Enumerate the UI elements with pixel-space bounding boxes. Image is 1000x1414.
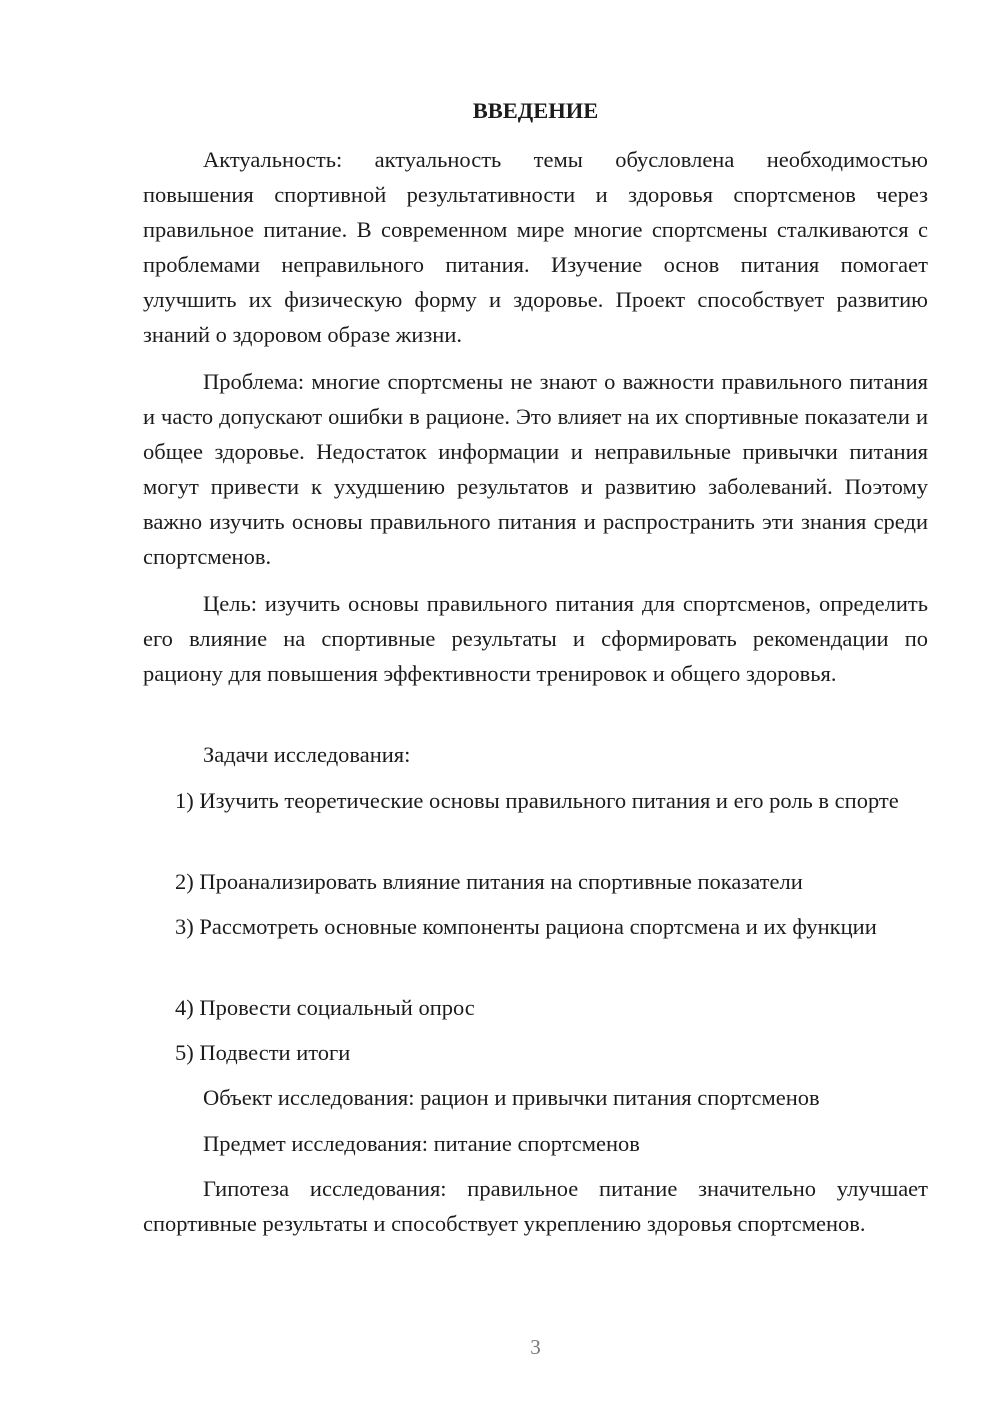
page-title: ВВЕДЕНИЕ: [472, 98, 599, 123]
task-item-2: 2) Проанализировать влияние питания на спортивные показатели: [175, 869, 803, 894]
subject-paragraph: Предмет исследования: питание спортсменов: [203, 1131, 640, 1156]
problem-paragraph: Проблема: многие спортсмены не знают о важности правильного питания и часто допускают ошибки в рационе. Это влияет на их спортивные показатели и общее здоровье. Недостаток информации и неправильные привычки питания могут привести к ухудшению результатов и развитию заболеваний. Поэтому важно изучить основы правильного питания и распространить эти знания среди спортсменов.: [143, 369, 928, 569]
page-number: 3: [530, 1335, 541, 1359]
hypothesis-paragraph: Гипотеза исследования: правильное питание значительно улучшает спортивные результаты и способствует укреплению здоровья спортсменов.: [143, 1176, 928, 1236]
task-item-3: 3) Рассмотреть основные компоненты рациона спортсмена и их функции: [175, 914, 877, 939]
tasks-heading: Задачи исследования:: [203, 742, 411, 767]
task-item-1: 1) Изучить теоретические основы правильного питания и его роль в спорте: [175, 788, 899, 813]
goal-paragraph: Цель: изучить основы правильного питания для спортсменов, определить его влияние на спортивные результаты и сформировать рекомендации по рациону для повышения эффективности тренировок и общего здоровья.: [143, 591, 928, 686]
relevance-paragraph: Актуальность: актуальность темы обусловлена необходимостью повышения спортивной результативности и здоровья спортсменов через правильное питание. В современном мире многие спортсмены сталкиваются с проблемами неправильного питания. Изучение основ питания помогает улучшить их физическую форму и здоровье. Проект способствует развитию знаний о здоровом образе жизни.: [143, 147, 928, 347]
object-paragraph: Объект исследования: рацион и привычки питания спортсменов: [203, 1085, 820, 1110]
task-item-5: 5) Подвести итоги: [175, 1040, 351, 1065]
task-item-4: 4) Провести социальный опрос: [175, 995, 475, 1020]
